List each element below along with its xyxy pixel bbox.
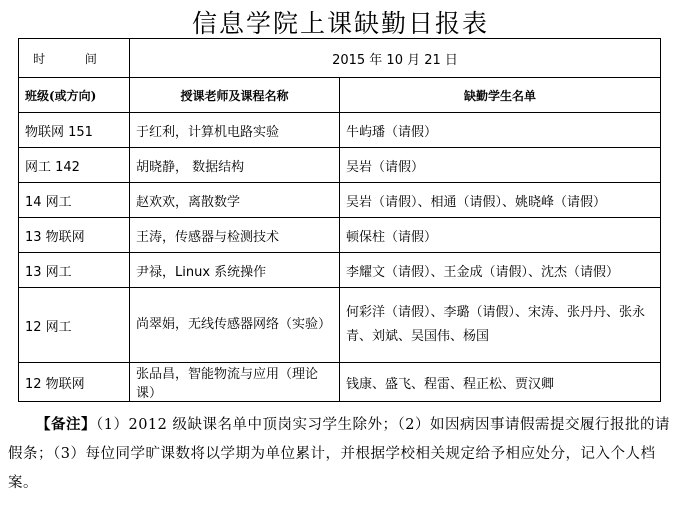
cell-absent: 李耀文（请假）、王金成（请假）、沈杰（请假） — [340, 253, 661, 288]
cell-teacher-course: 胡晓静， 数据结构 — [130, 148, 340, 183]
remarks — [8, 410, 674, 498]
header-row — [19, 78, 661, 113]
cell-teacher-course: 王涛，传感器与检测技术 — [130, 218, 340, 253]
cell-class: 13 网工 — [19, 253, 130, 288]
cell-class: 网工 142 — [19, 148, 130, 183]
cell-absent: 牛屿璠（请假） — [340, 113, 661, 148]
absence-report-table — [18, 38, 661, 402]
table-row — [19, 288, 661, 363]
cell-absent: 钱康、盛飞、程雷、程正松、贾汉卿 — [340, 363, 661, 402]
cell-absent: 吴岩（请假） — [340, 148, 661, 183]
cell-teacher-course: 尹禄，Linux 系统操作 — [130, 253, 340, 288]
header-class: 班级(或方向) — [19, 78, 130, 113]
header-teacher-course: 授课老师及课程名称 — [130, 78, 340, 113]
cell-class: 物联网 151 — [19, 113, 130, 148]
cell-class: 14 网工 — [19, 183, 130, 218]
remarks-text: （1）2012 级缺课名单中顶岗实习学生除外；（2）如因病因事请假需提交履行报批的请假条；（3）每位同学旷课数将以学期为单位累计，并根据学校相关规定给予相应处分，记入个人档案。 — [8, 417, 670, 491]
cell-class: 13 物联网 — [19, 218, 130, 253]
cell-teacher-course: 于红利，计算机电路实验 — [130, 113, 340, 148]
time-label: 时 间 — [19, 39, 130, 78]
cell-teacher-course: 张品昌，智能物流与应用（理论课） — [130, 363, 340, 402]
time-row — [19, 39, 661, 78]
header-absent: 缺勤学生名单 — [340, 78, 661, 113]
cell-teacher-course: 尚翠娟，无线传感器网络（实验） — [130, 288, 340, 363]
table-row — [19, 113, 661, 148]
cell-absent: 顿保柱（请假） — [340, 218, 661, 253]
table-row — [19, 218, 661, 253]
table-row — [19, 253, 661, 288]
cell-class: 12 网工 — [19, 288, 130, 363]
cell-absent: 何彩洋（请假）、李璐（请假）、宋涛、张丹丹、张永青、刘斌、吴国伟、杨国 — [340, 288, 661, 363]
table-row — [19, 183, 661, 218]
cell-absent: 吴岩（请假）、相通（请假）、姚晓峰（请假） — [340, 183, 661, 218]
table-row — [19, 148, 661, 183]
cell-teacher-course: 赵欢欢，离散数学 — [130, 183, 340, 218]
remarks-label: 【备注】 — [36, 416, 96, 433]
cell-class: 12 物联网 — [19, 363, 130, 402]
page-title: 信息学院上课缺勤日报表 — [191, 9, 489, 38]
table-row — [19, 363, 661, 402]
report-date: 2015 年 10 月 21 日 — [130, 39, 661, 78]
